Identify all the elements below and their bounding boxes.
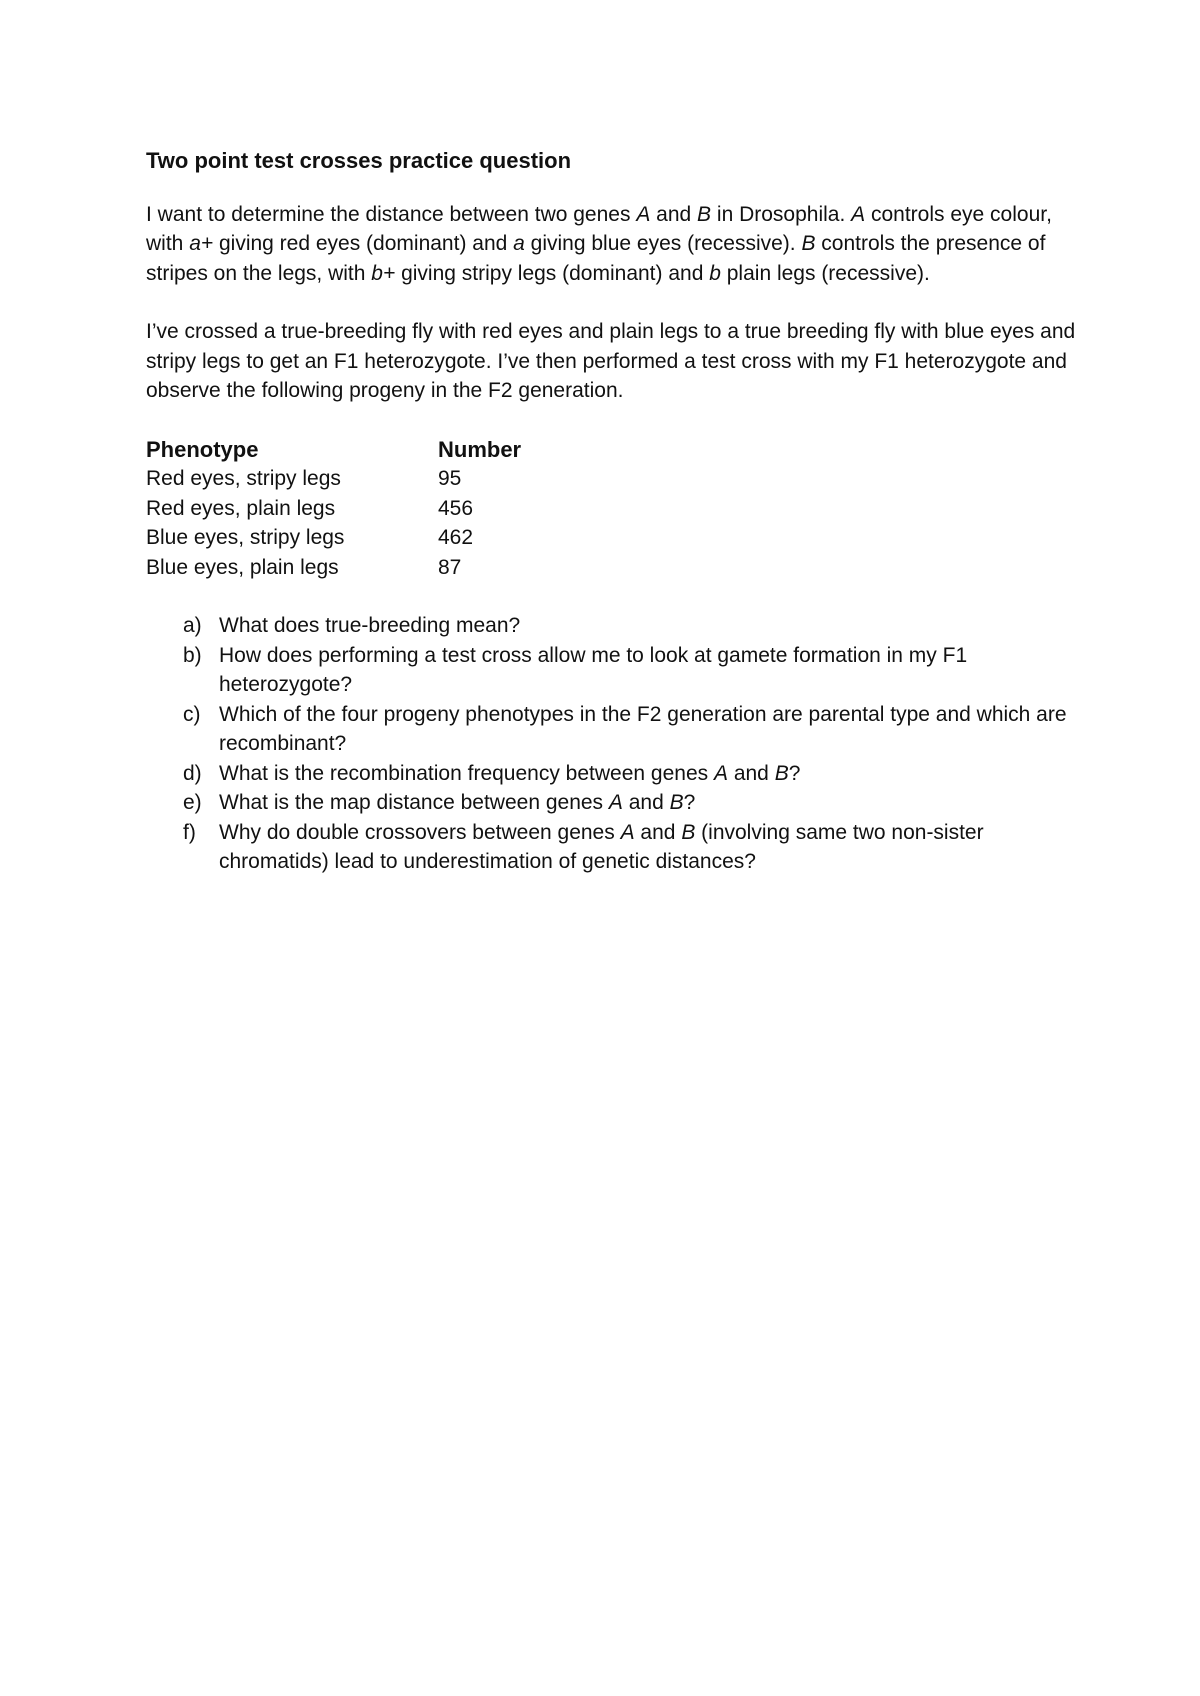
- page-title: Two point test crosses practice question: [146, 148, 572, 173]
- question-d: [146, 759, 1076, 789]
- phenotype-cell: Red eyes, plain legs: [146, 496, 336, 520]
- question-text: What is the recombination frequency between genes A and B?: [219, 761, 801, 785]
- gene-symbol: B: [801, 232, 816, 255]
- question-list: [146, 611, 1076, 877]
- question-text: Which of the four progeny phenotypes in the F2 generation are parental type and which are recombinant?: [219, 702, 1067, 755]
- list-marker: e): [183, 791, 202, 814]
- gene-symbol: A: [713, 761, 728, 785]
- list-marker: b): [183, 643, 202, 667]
- gene-symbol: A: [851, 202, 866, 226]
- table-row: [146, 553, 1076, 583]
- table-row: [146, 494, 1076, 524]
- question-text: What is the map distance between genes A and B?: [219, 791, 696, 814]
- phenotype-cell: Blue eyes, stripy legs: [146, 526, 345, 549]
- gene-symbol: B: [774, 761, 789, 785]
- progeny-table: [146, 435, 1076, 583]
- allele-symbol: a+: [189, 232, 214, 255]
- cross-description-paragraph: I’ve crossed a true-breeding fly with red eyes and plain legs to a true breeding fly with blue eyes and stripy legs to get an F1 heterozygote. I’ve then performed a test cross with my F1 heterozygote and observe the following progeny in the F2 generation.: [146, 320, 1076, 402]
- allele-symbol: b+: [371, 261, 396, 285]
- number-cell: 87: [438, 555, 462, 579]
- gene-symbol: A: [620, 820, 635, 844]
- document-body: [146, 146, 1076, 877]
- question-a: [146, 611, 1076, 641]
- question-text: Why do double crossovers between genes A and B (involving same two non-sister chromatids) lead to underestimation of genetic distances?: [219, 820, 984, 873]
- gene-symbol: B: [669, 791, 684, 814]
- phenotype-cell: Blue eyes, plain legs: [146, 555, 339, 579]
- question-e: [146, 788, 1076, 818]
- number-cell: 95: [438, 467, 462, 490]
- question-f: [146, 818, 1076, 877]
- allele-symbol: a: [513, 232, 525, 255]
- gene-symbol: B: [681, 820, 696, 844]
- question-text: What does true-breeding mean?: [219, 614, 521, 637]
- gene-symbol: A: [608, 791, 623, 814]
- gene-symbol: B: [697, 202, 712, 226]
- intro-paragraph: I want to determine the distance between two genes A and B in Drosophila. A controls eye colour, with a+ giving red eyes (dominant) and a giving blue eyes (recessive). B controls the presence of stripes on the legs, with b+ giving stripy legs (dominant) and b plain legs (recessive).: [146, 202, 1052, 285]
- number-cell: 456: [438, 496, 474, 520]
- header-number: Number: [438, 436, 522, 462]
- number-cell: 462: [438, 526, 474, 549]
- question-b: [146, 641, 1076, 700]
- question-c: [146, 700, 1076, 759]
- table-row: [146, 523, 1076, 553]
- table-row: [146, 464, 1076, 494]
- question-text: How does performing a test cross allow me to look at gamete formation in my F1 heterozygote?: [219, 643, 968, 696]
- list-marker: c): [183, 702, 201, 726]
- list-marker: d): [183, 761, 202, 785]
- list-marker: a): [183, 614, 202, 637]
- allele-symbol: b: [709, 261, 721, 285]
- phenotype-cell: Red eyes, stripy legs: [146, 467, 341, 490]
- header-phenotype: Phenotype: [146, 436, 259, 462]
- list-marker: f): [183, 820, 196, 844]
- table-header-row: [146, 435, 1076, 465]
- gene-symbol: A: [636, 202, 651, 226]
